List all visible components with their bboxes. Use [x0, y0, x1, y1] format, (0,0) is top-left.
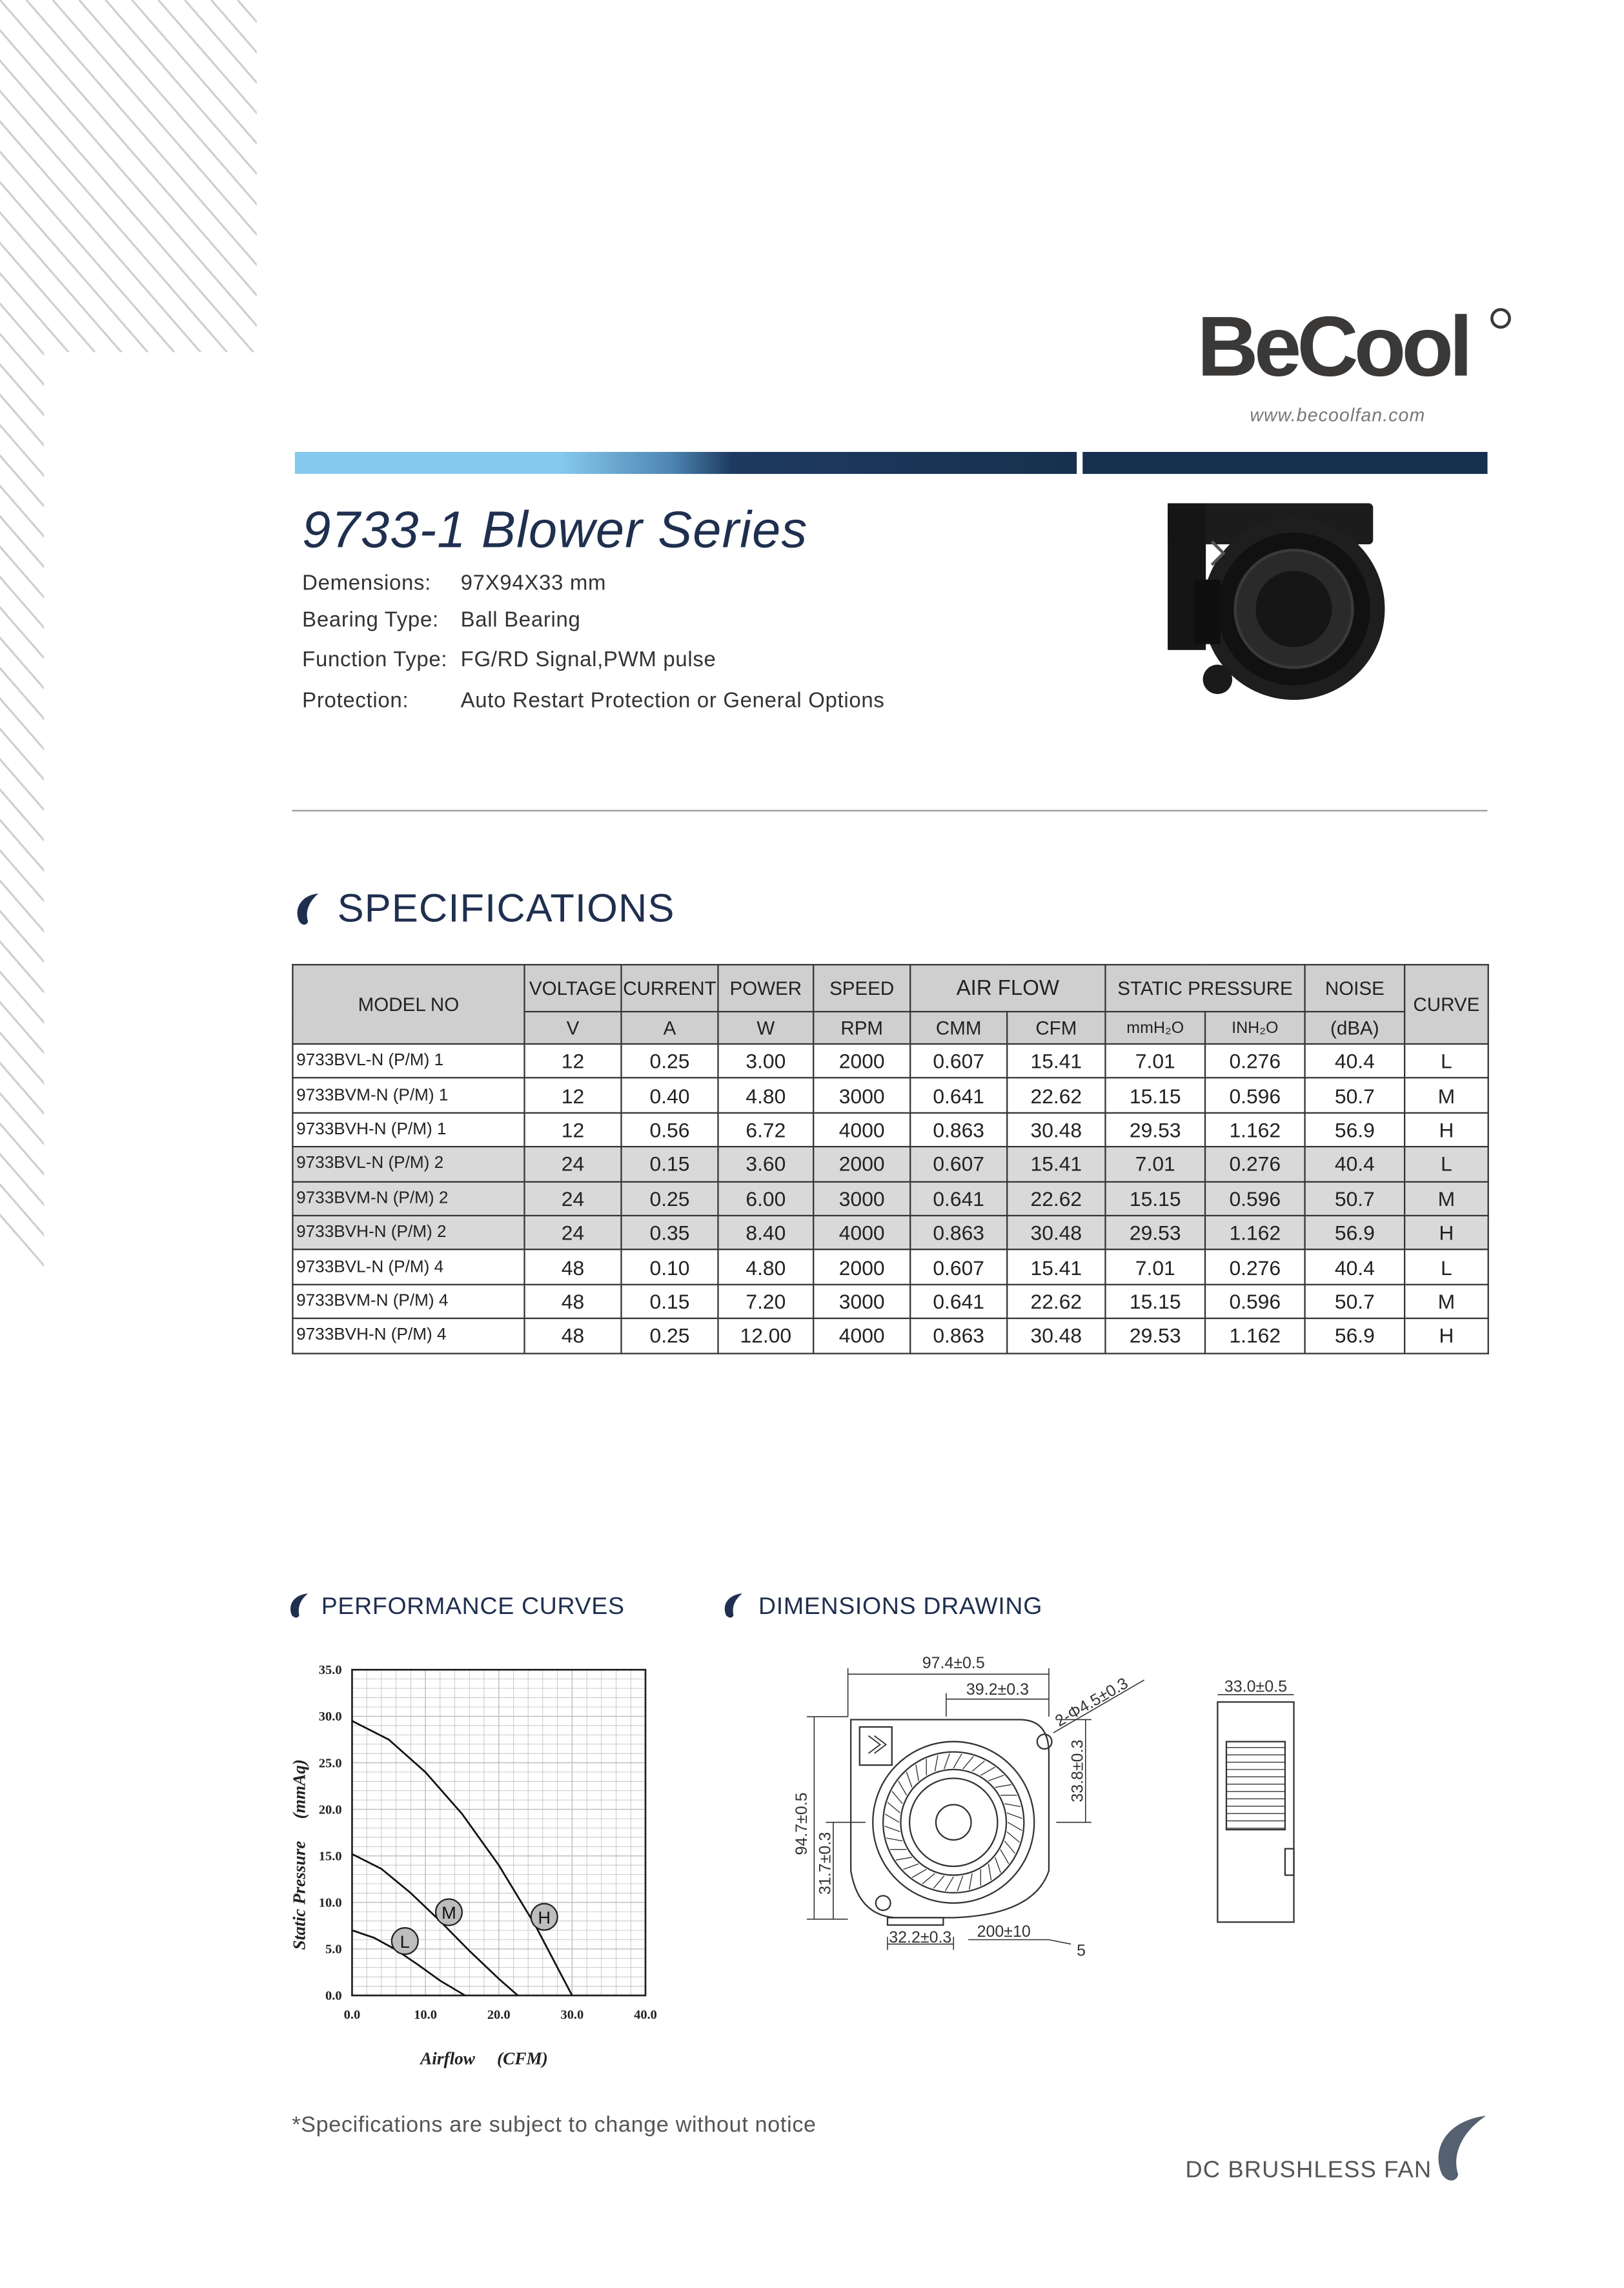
dim-lead-end: 5: [1077, 1941, 1086, 1960]
unit-cfm: CFM: [1007, 1012, 1105, 1044]
product-title: 9733-1 Blower Series: [302, 502, 808, 559]
cell-power: 6.00: [718, 1181, 813, 1216]
x-tick-label: 30.0: [560, 2008, 584, 2023]
dim-bottom-offset: 32.2±0.3: [889, 1928, 952, 1947]
cell-power: 12.00: [718, 1318, 813, 1353]
dim-height: 94.7±0.5: [792, 1792, 811, 1855]
cell-power: 3.60: [718, 1147, 813, 1181]
cell-cfm: 30.48: [1007, 1318, 1105, 1353]
cell-mmh2o: 7.01: [1105, 1044, 1205, 1078]
property-label-function: Function Type:: [302, 648, 448, 672]
dimension-lines: [807, 1668, 1294, 1950]
unit-inh2o: INH₂O: [1205, 1012, 1305, 1044]
cell-model: 9733BVM-N (P/M) 2: [292, 1181, 524, 1216]
unit-voltage: V: [524, 1012, 621, 1044]
cell-curve: M: [1405, 1284, 1488, 1318]
cell-model: 9733BVH-N (P/M) 2: [292, 1216, 524, 1250]
footer-swoosh-icon: [1430, 2113, 1492, 2183]
cell-noise: 56.9: [1305, 1112, 1405, 1147]
property-value-bearing: Ball Bearing: [460, 609, 581, 633]
header-curve: CURVE: [1405, 965, 1488, 1044]
cell-voltage: 48: [524, 1250, 621, 1284]
y-tick-label: 0.0: [325, 1988, 342, 2003]
y-tick-label: 30.0: [318, 1710, 342, 1724]
cell-cmm: 0.607: [910, 1147, 1007, 1181]
y-tick-label: 20.0: [318, 1803, 342, 1817]
property-label-protection: Protection:: [302, 689, 409, 713]
cell-model: 9733BVL-N (P/M) 1: [292, 1044, 524, 1078]
cell-cfm: 22.62: [1007, 1284, 1105, 1318]
table-row: [292, 1250, 1488, 1284]
cell-inh2o: 1.162: [1205, 1112, 1305, 1147]
cell-power: 7.20: [718, 1284, 813, 1318]
table-row: [292, 1284, 1488, 1318]
cell-noise: 40.4: [1305, 1044, 1405, 1078]
swoosh-icon: [292, 889, 324, 927]
table-row: [292, 1147, 1488, 1181]
cell-voltage: 48: [524, 1284, 621, 1318]
cell-curve: L: [1405, 1250, 1488, 1284]
series-line-M: [352, 1854, 518, 1996]
cell-cmm: 0.863: [910, 1112, 1007, 1147]
cell-noise: 50.7: [1305, 1284, 1405, 1318]
header-airflow: AIR FLOW: [910, 965, 1105, 1012]
performance-heading: PERFORMANCE CURVES: [321, 1593, 625, 1620]
cell-mmh2o: 15.15: [1105, 1078, 1205, 1112]
series-label-H: H: [538, 1907, 551, 1928]
cell-curve: M: [1405, 1078, 1488, 1112]
side-view: [1217, 1702, 1294, 1922]
y-tick-label: 15.0: [318, 1849, 342, 1864]
chart-series-group: [352, 1721, 572, 1996]
cell-mmh2o: 15.15: [1105, 1284, 1205, 1318]
unit-mmh2o: mmH₂O: [1105, 1012, 1205, 1044]
cell-power: 8.40: [718, 1216, 813, 1250]
dim-width: 97.4±0.5: [922, 1654, 985, 1673]
dimensions-heading: DIMENSIONS DRAWING: [758, 1593, 1043, 1620]
cell-current: 0.10: [621, 1250, 718, 1284]
cell-speed: 3000: [813, 1078, 910, 1112]
cell-voltage: 24: [524, 1181, 621, 1216]
series-label-M: M: [442, 1903, 456, 1923]
cell-model: 9733BVH-N (P/M) 4: [292, 1318, 524, 1353]
chart-x-axis-label: Airflow (CFM): [420, 2048, 548, 2068]
unit-speed: RPM: [813, 1012, 910, 1044]
cell-current: 0.15: [621, 1284, 718, 1318]
property-label-bearing: Bearing Type:: [302, 609, 439, 633]
swoosh-icon: [722, 1591, 745, 1620]
cell-speed: 3000: [813, 1284, 910, 1318]
cell-curve: M: [1405, 1181, 1488, 1216]
cell-current: 0.25: [621, 1318, 718, 1353]
dim-hole-offset: 39.2±0.3: [966, 1680, 1029, 1699]
cell-curve: H: [1405, 1112, 1488, 1147]
table-row: [292, 1112, 1488, 1147]
cell-speed: 2000: [813, 1250, 910, 1284]
table-row: [292, 1216, 1488, 1250]
x-tick-label: 0.0: [343, 2008, 361, 2023]
cell-model: 9733BVL-N (P/M) 4: [292, 1250, 524, 1284]
cell-inh2o: 1.162: [1205, 1318, 1305, 1353]
cell-current: 0.40: [621, 1078, 718, 1112]
cell-curve: L: [1405, 1147, 1488, 1181]
cell-cfm: 22.62: [1007, 1181, 1105, 1216]
cell-current: 0.56: [621, 1112, 718, 1147]
cell-inh2o: 0.276: [1205, 1147, 1305, 1181]
table-row: [292, 1078, 1488, 1112]
cell-mmh2o: 7.01: [1105, 1250, 1205, 1284]
y-tick-label: 35.0: [318, 1663, 342, 1678]
specifications-table: [292, 964, 1489, 1353]
cell-cfm: 15.41: [1007, 1250, 1105, 1284]
cell-noise: 56.9: [1305, 1318, 1405, 1353]
cell-speed: 2000: [813, 1147, 910, 1181]
cell-model: 9733BVH-N (P/M) 1: [292, 1112, 524, 1147]
cell-voltage: 24: [524, 1147, 621, 1181]
cell-cmm: 0.641: [910, 1284, 1007, 1318]
table-row: [292, 1181, 1488, 1216]
cell-mmh2o: 29.53: [1105, 1216, 1205, 1250]
cell-inh2o: 0.276: [1205, 1250, 1305, 1284]
cell-cmm: 0.863: [910, 1318, 1007, 1353]
cell-mmh2o: 15.15: [1105, 1181, 1205, 1216]
cell-cfm: 30.48: [1007, 1216, 1105, 1250]
cell-noise: 40.4: [1305, 1147, 1405, 1181]
cell-mmh2o: 29.53: [1105, 1318, 1205, 1353]
x-tick-label: 40.0: [634, 2008, 657, 2023]
header-gradient-bar: [295, 452, 1077, 474]
cell-power: 4.80: [718, 1078, 813, 1112]
x-tick-label: 20.0: [487, 2008, 511, 2023]
cell-speed: 4000: [813, 1216, 910, 1250]
cell-inh2o: 0.596: [1205, 1284, 1305, 1318]
cell-voltage: 12: [524, 1044, 621, 1078]
x-tick-label: 10.0: [414, 2008, 437, 2023]
cell-model: 9733BVL-N (P/M) 2: [292, 1147, 524, 1181]
cell-cmm: 0.641: [910, 1078, 1007, 1112]
dim-lower-height: 31.7±0.3: [816, 1832, 835, 1895]
cell-inh2o: 0.276: [1205, 1044, 1305, 1078]
y-tick-label: 10.0: [318, 1895, 342, 1910]
cell-noise: 50.7: [1305, 1078, 1405, 1112]
cell-curve: H: [1405, 1216, 1488, 1250]
property-value-dimensions: 97X94X33 mm: [460, 572, 607, 596]
cell-power: 6.72: [718, 1112, 813, 1147]
cell-curve: L: [1405, 1044, 1488, 1078]
dim-lead: 200±10: [977, 1922, 1031, 1941]
cell-voltage: 48: [524, 1318, 621, 1353]
cell-speed: 2000: [813, 1044, 910, 1078]
product-photo: [1159, 491, 1394, 711]
dim-thickness: 33.0±0.5: [1224, 1677, 1287, 1696]
cell-model: 9733BVM-N (P/M) 4: [292, 1284, 524, 1318]
header-power: POWER: [718, 965, 813, 1012]
cell-noise: 40.4: [1305, 1250, 1405, 1284]
cell-current: 0.35: [621, 1216, 718, 1250]
cell-cmm: 0.607: [910, 1044, 1007, 1078]
cell-model: 9733BVM-N (P/M) 1: [292, 1078, 524, 1112]
brand-logo: BeCool: [1197, 299, 1468, 395]
dim-upper-right: 33.8±0.3: [1068, 1739, 1087, 1803]
cell-cfm: 30.48: [1007, 1112, 1105, 1147]
swoosh-icon: [287, 1591, 310, 1620]
cell-cmm: 0.607: [910, 1250, 1007, 1284]
cell-current: 0.25: [621, 1181, 718, 1216]
specifications-heading: SPECIFICATIONS: [337, 886, 675, 930]
cell-speed: 3000: [813, 1181, 910, 1216]
table-row: [292, 1044, 1488, 1078]
cell-speed: 4000: [813, 1112, 910, 1147]
cell-power: 3.00: [718, 1044, 813, 1078]
footer-category: DC BRUSHLESS FAN: [1185, 2158, 1432, 2183]
property-value-function: FG/RD Signal,PWM pulse: [460, 648, 716, 672]
section-divider: [292, 810, 1487, 812]
series-label-L: L: [400, 1931, 410, 1952]
cell-inh2o: 0.596: [1205, 1181, 1305, 1216]
cell-cmm: 0.641: [910, 1181, 1007, 1216]
header-speed: SPEED: [813, 965, 910, 1012]
unit-noise: (dBA): [1305, 1012, 1405, 1044]
cell-inh2o: 1.162: [1205, 1216, 1305, 1250]
front-view: [851, 1720, 1051, 1925]
header-dark-bar: [1082, 452, 1487, 474]
cell-curve: H: [1405, 1318, 1488, 1353]
cell-cfm: 15.41: [1007, 1044, 1105, 1078]
cell-speed: 4000: [813, 1318, 910, 1353]
cell-mmh2o: 29.53: [1105, 1112, 1205, 1147]
disclaimer-note: *Specifications are subject to change without notice: [292, 2112, 817, 2138]
table-row: [292, 1318, 1488, 1353]
unit-current: A: [621, 1012, 718, 1044]
header-model: MODEL NO: [292, 965, 524, 1044]
property-label-dimensions: Demensions:: [302, 572, 431, 596]
performance-chart: [279, 1651, 682, 2091]
property-value-protection: Auto Restart Protection or General Options: [460, 689, 885, 713]
cell-current: 0.25: [621, 1044, 718, 1078]
logo-degree-mark: [1490, 308, 1511, 329]
chart-y-axis-label: Static Pressure (mmAq): [289, 1759, 309, 1950]
cell-mmh2o: 7.01: [1105, 1147, 1205, 1181]
dim-holes: 2-Φ4.5±0.3: [1051, 1674, 1132, 1731]
cell-power: 4.80: [718, 1250, 813, 1284]
header-static-pressure: STATIC PRESSURE: [1105, 965, 1304, 1012]
cell-voltage: 12: [524, 1112, 621, 1147]
cell-cmm: 0.863: [910, 1216, 1007, 1250]
cell-cfm: 22.62: [1007, 1078, 1105, 1112]
cell-noise: 50.7: [1305, 1181, 1405, 1216]
cell-voltage: 12: [524, 1078, 621, 1112]
cell-inh2o: 0.596: [1205, 1078, 1305, 1112]
cell-voltage: 24: [524, 1216, 621, 1250]
y-tick-label: 5.0: [325, 1942, 342, 1957]
header-voltage: VOLTAGE: [524, 965, 621, 1012]
brand-url: www.becoolfan.com: [1250, 405, 1426, 426]
dimensions-drawing: [778, 1651, 1321, 1966]
cell-noise: 56.9: [1305, 1216, 1405, 1250]
header-noise: NOISE: [1305, 965, 1405, 1012]
series-line-H: [352, 1721, 572, 1996]
unit-power: W: [718, 1012, 813, 1044]
y-tick-label: 25.0: [318, 1756, 342, 1771]
cell-current: 0.15: [621, 1147, 718, 1181]
header-current: CURRENT: [621, 965, 718, 1012]
unit-cmm: CMM: [910, 1012, 1007, 1044]
cell-cfm: 15.41: [1007, 1147, 1105, 1181]
